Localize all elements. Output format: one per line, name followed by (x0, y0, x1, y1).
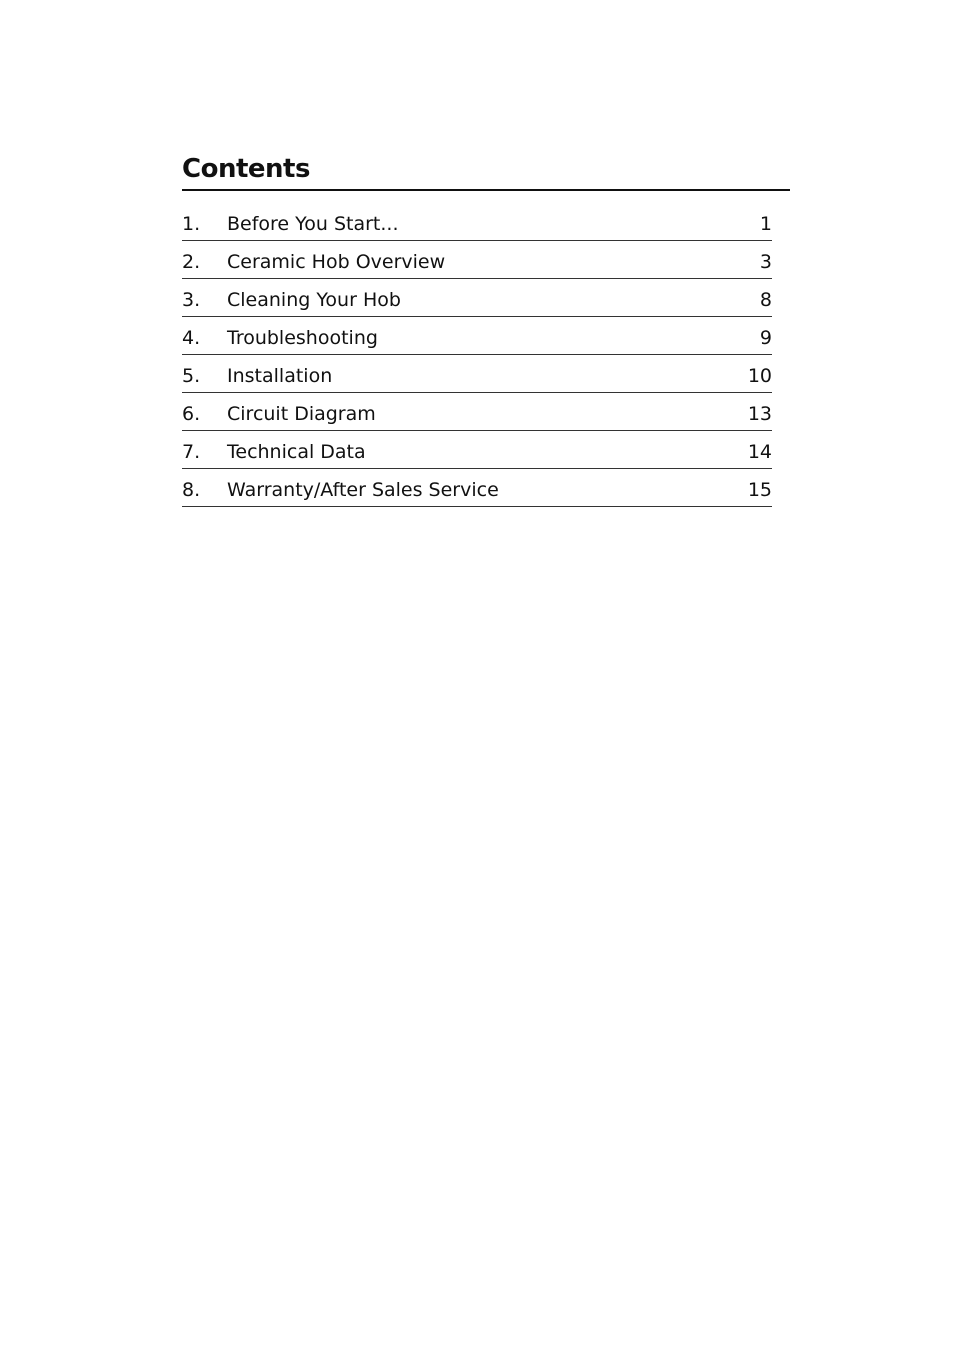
toc-number: 6. (182, 403, 201, 425)
toc-row-warranty-after-sales-service[interactable] (182, 470, 772, 507)
toc-row-technical-data[interactable] (182, 432, 772, 469)
toc-label[interactable]: Installation (227, 365, 333, 387)
toc-page-number: 10 (747, 365, 772, 387)
toc-number: 7. (182, 441, 201, 463)
toc-row-before-you-start[interactable] (182, 204, 772, 241)
toc-page-number: 14 (747, 441, 772, 463)
toc-label[interactable]: Technical Data (227, 441, 366, 463)
toc-number: 4. (182, 327, 201, 349)
toc-row-circuit-diagram[interactable] (182, 394, 772, 431)
toc-page-number: 15 (747, 479, 772, 501)
toc-label[interactable]: Cleaning Your Hob (227, 289, 401, 311)
toc-row-troubleshooting[interactable] (182, 318, 772, 355)
toc-label[interactable]: Circuit Diagram (227, 403, 376, 425)
toc-page-number: 13 (747, 403, 772, 425)
toc-row-installation[interactable] (182, 356, 772, 393)
toc-number: 5. (182, 365, 201, 387)
page-title: Contents (182, 154, 310, 184)
contents-header (182, 151, 790, 191)
toc-label[interactable]: Troubleshooting (227, 327, 378, 349)
table-of-contents (182, 204, 772, 508)
toc-label[interactable]: Before You Start... (227, 213, 399, 235)
toc-row-cleaning-your-hob[interactable] (182, 280, 772, 317)
toc-page-number: 3 (759, 251, 772, 273)
toc-page-number: 9 (759, 327, 772, 349)
toc-number: 3. (182, 289, 201, 311)
toc-label[interactable]: Warranty/After Sales Service (227, 479, 499, 501)
toc-page-number: 1 (759, 213, 772, 235)
toc-row-ceramic-hob-overview[interactable] (182, 242, 772, 279)
toc-number: 1. (182, 213, 201, 235)
toc-label[interactable]: Ceramic Hob Overview (227, 251, 446, 273)
toc-page-number: 8 (759, 289, 772, 311)
toc-number: 2. (182, 251, 201, 273)
toc-number: 8. (182, 479, 201, 501)
